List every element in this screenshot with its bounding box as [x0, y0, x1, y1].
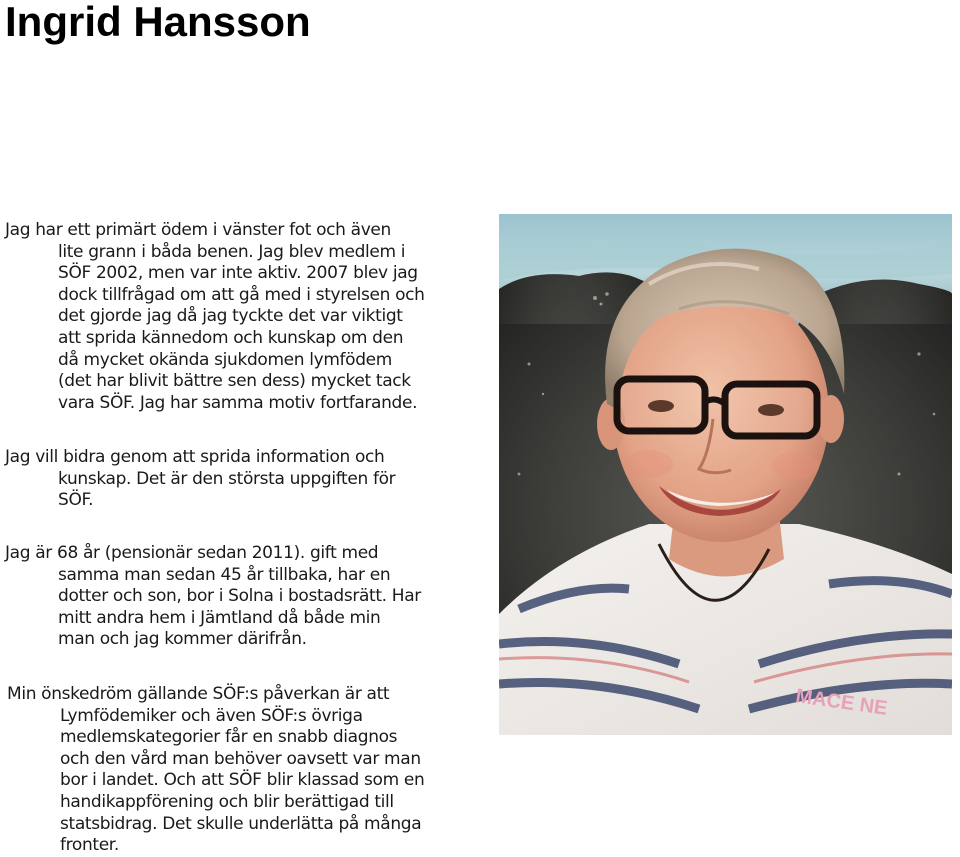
paragraph-personal — [5, 543, 421, 651]
text-line: lite grann i båda benen. Jag blev medlem i — [58, 241, 406, 262]
text-line: fronter. — [60, 835, 119, 856]
text-line: kunskap. Det är den största uppgiften för — [58, 468, 396, 489]
text-line: Jag vill bidra genom att sprida information och — [5, 447, 385, 467]
portrait-illustration — [499, 214, 952, 735]
text-line: Jag är 68 år (pensionär sedan 2011). gift med — [5, 543, 379, 563]
paragraph-intro — [5, 220, 425, 414]
text-line: mitt andra hem i Jämtland då både min — [58, 607, 381, 628]
text-line: SÖF 2002, men var inte aktiv. 2007 blev jag — [58, 263, 418, 284]
text-line: bor i landet. Och att SÖF blir klassad som en — [60, 770, 425, 791]
text-line: (det har blivit bättre sen dess) mycket tack — [58, 371, 411, 392]
text-line: att sprida kännedom och kunskap om den — [58, 327, 404, 348]
text-line: medlemskategorier får en snabb diagnos — [60, 727, 398, 748]
text-line: då mycket okända sjukdomen lymfödem — [58, 349, 392, 370]
text-line: dotter och son, bor i Solna i bostadsrätt. Har — [58, 586, 421, 607]
page-title: Ingrid Hansson — [5, 0, 311, 45]
paragraph-wish — [7, 684, 424, 857]
text-line: SÖF. — [58, 490, 94, 511]
portrait-photo — [499, 214, 952, 735]
shirt-print: MACE NE — [794, 685, 889, 720]
text-line: Jag har ett primärt ödem i vänster fot och även — [5, 220, 391, 240]
text-line: vara SÖF. Jag har samma motiv fortfarande. — [58, 392, 418, 413]
text-line: dock tillfrågad om att gå med i styrelsen och — [58, 284, 425, 305]
paragraph-contribution — [5, 447, 395, 512]
text-line: samma man sedan 45 år tillbaka, har en — [58, 564, 391, 585]
text-line: Lymfödemiker och även SÖF:s övriga — [60, 705, 363, 726]
text-line: statsbidrag. Det skulle underlätta på många — [60, 813, 422, 834]
text-line: man och jag kommer därifrån. — [58, 629, 307, 650]
text-line: och den vård man behöver oavsett var man — [60, 748, 421, 769]
text-line: Min önskedröm gällande SÖF:s påverkan är att — [7, 684, 390, 704]
text-line: det gjorde jag då jag tyckte det var viktigt — [58, 306, 403, 327]
text-line: handikappförening och blir berättigad till — [60, 791, 394, 812]
